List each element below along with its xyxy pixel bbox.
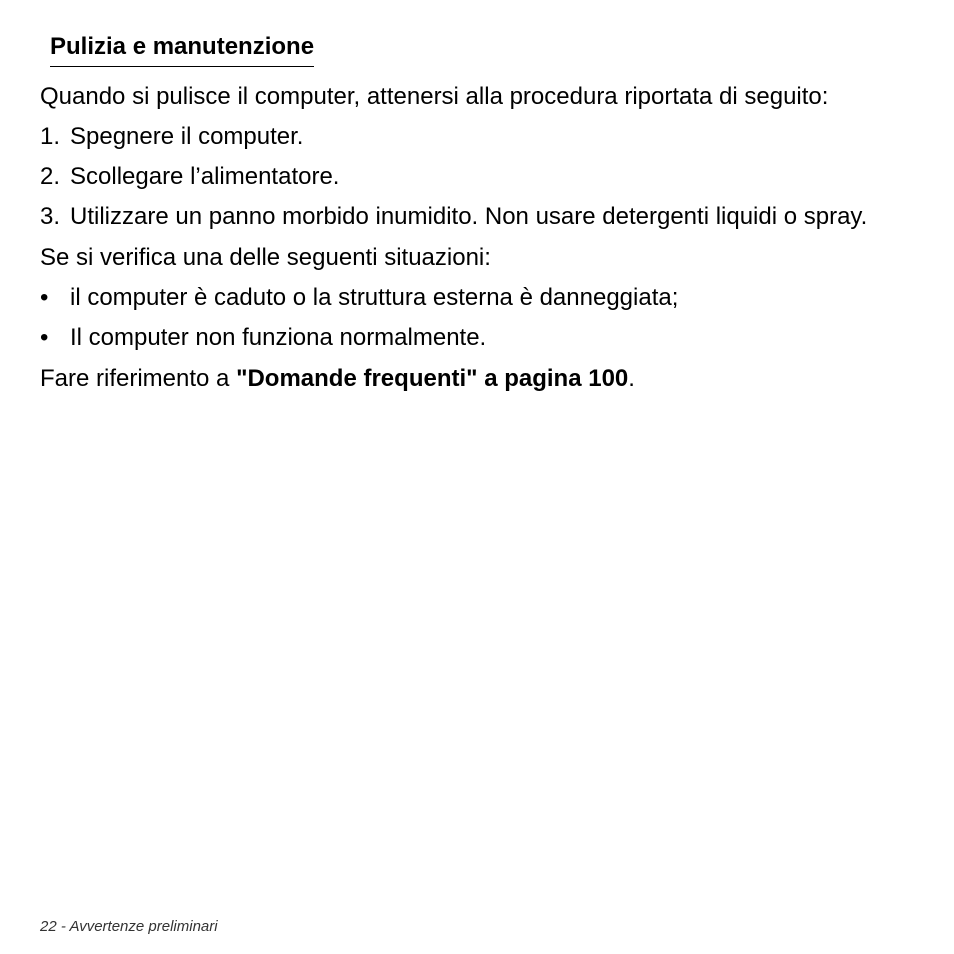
intro-paragraph: Quando si pulisce il computer, attenersi alla procedura riportata di seguito:	[40, 83, 829, 110]
reference-paragraph	[40, 363, 915, 395]
list-marker: 3.	[40, 203, 61, 230]
list-item-text: Scollegare l’alimentatore.	[70, 163, 340, 190]
document-page	[40, 30, 915, 395]
list-item-text: Il computer non funziona normalmente.	[70, 324, 487, 351]
list-item	[40, 121, 915, 153]
list-marker: 1.	[40, 123, 61, 150]
cleaning-steps-list	[40, 121, 915, 233]
bullet-marker: •	[40, 324, 49, 351]
list-item	[40, 161, 915, 193]
list-item-text: il computer è caduto o la struttura esterna è danneggiata;	[70, 284, 679, 311]
list-marker: 2.	[40, 163, 61, 190]
reference-prefix: Fare riferimento a	[40, 365, 237, 392]
page-footer: 22 - Avvertenze preliminari	[40, 918, 218, 935]
list-item-text: Spegnere il computer.	[70, 123, 304, 150]
conditions-intro: Se si verifica una delle seguenti situazioni:	[40, 244, 491, 271]
conditions-list	[40, 282, 915, 354]
list-item	[40, 201, 915, 233]
bullet-marker: •	[40, 284, 49, 311]
section-title: Pulizia e manutenzione	[50, 30, 314, 67]
list-item	[40, 282, 915, 314]
reference-suffix: .	[628, 365, 635, 392]
list-item	[40, 322, 915, 354]
faq-reference-link[interactable]: "Domande frequenti" a pagina 100	[236, 365, 629, 392]
list-item-text: Utilizzare un panno morbido inumidito. Non usare detergenti liquidi o spray.	[70, 203, 868, 230]
